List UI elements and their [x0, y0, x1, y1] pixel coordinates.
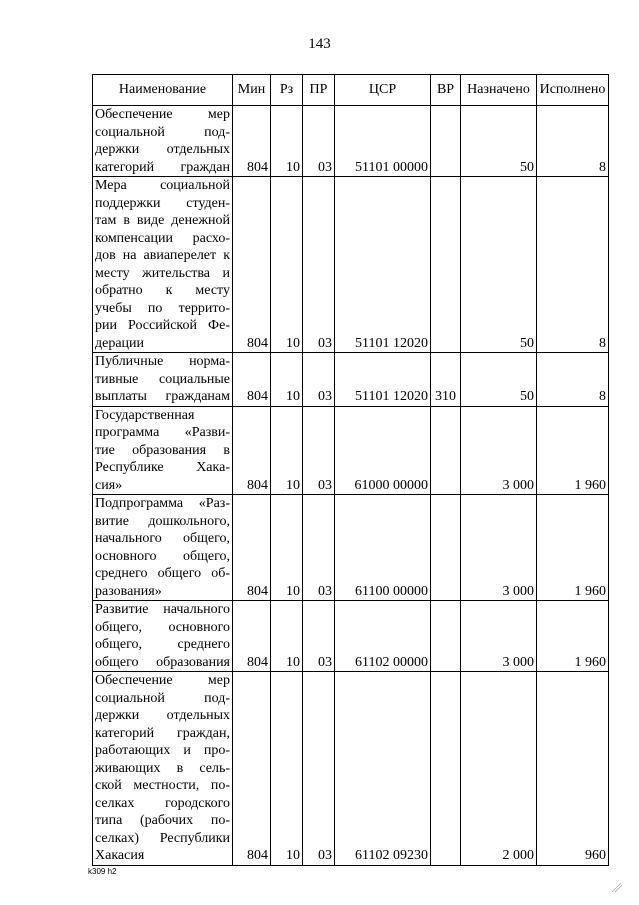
row-name-line: селках городского: [95, 795, 230, 811]
row-pr: 03: [303, 177, 335, 353]
row-csr: 61100 00000: [335, 495, 431, 601]
row-vr: [431, 672, 461, 866]
row-executed: 1 960: [537, 495, 609, 601]
row-name-line: живающих в сель-: [95, 760, 230, 776]
row-min: 804: [233, 672, 271, 866]
table-row: [93, 406, 609, 495]
row-name-line: компенсации расхо-: [95, 230, 230, 246]
row-name-line: общего образования: [95, 654, 230, 670]
row-csr: 61102 09230: [335, 672, 431, 866]
row-name-line: категорий граждан: [95, 159, 230, 175]
table-header-row: [93, 75, 609, 106]
row-name-line: сия»: [95, 477, 123, 493]
row-vr: 310: [431, 353, 461, 407]
row-min: 804: [233, 353, 271, 407]
row-name-line: социальной под-: [95, 690, 230, 706]
row-name-line: Развитие начального: [95, 602, 230, 617]
row-name-line: Республике Хака-: [95, 460, 230, 475]
row-name-line: программа «Разви-: [95, 425, 230, 440]
row-name-line: тивные социальные: [95, 371, 230, 387]
row-pr: 03: [303, 672, 335, 866]
header-pr: ПР: [303, 75, 335, 106]
header-assigned: Назначено: [461, 75, 537, 106]
table-row: [93, 353, 609, 407]
row-name-line: тие образования в: [95, 442, 230, 458]
row-csr: 61102 00000: [335, 601, 431, 672]
table-row: [93, 495, 609, 601]
row-name-line: рии Российской Фе-: [95, 318, 230, 333]
row-pr: 03: [303, 106, 335, 177]
row-name: [93, 177, 233, 353]
row-rz: 10: [271, 106, 303, 177]
row-vr: [431, 177, 461, 353]
row-vr: [431, 106, 461, 177]
row-name: [93, 406, 233, 495]
row-name: [93, 601, 233, 672]
page-number: 143: [308, 36, 331, 52]
row-name-line: обратно к месту: [95, 283, 230, 298]
table-row: [93, 672, 609, 866]
table-body: [93, 106, 609, 866]
row-rz: 10: [271, 601, 303, 672]
row-assigned: 2 000: [461, 672, 537, 866]
row-csr: 51101 12020: [335, 353, 431, 407]
row-rz: 10: [271, 353, 303, 407]
row-name: [93, 353, 233, 407]
row-name-line: ской местности, по-: [95, 778, 230, 793]
row-name-line: начального общего,: [95, 531, 230, 546]
row-assigned: 3 000: [461, 495, 537, 601]
row-name-line: социальной под-: [95, 124, 230, 140]
header-executed: Исполнено: [537, 75, 609, 106]
row-executed: 1 960: [537, 601, 609, 672]
row-rz: 10: [271, 406, 303, 495]
row-name-line: держки отдельных: [95, 142, 230, 157]
header-vr: ВР: [431, 75, 461, 106]
row-rz: 10: [271, 672, 303, 866]
row-name-line: витие дошкольного,: [95, 513, 230, 529]
table-row: [93, 601, 609, 672]
row-name: [93, 672, 233, 866]
budget-table: [92, 74, 609, 866]
row-name-line: разования»: [95, 583, 162, 599]
row-name-line: Обеспечение мер: [95, 673, 230, 688]
row-name-line: Государственная: [95, 407, 195, 423]
scan-mark-icon: [610, 880, 624, 894]
row-name: [93, 106, 233, 177]
footer-code: k309 h2: [88, 867, 117, 876]
row-assigned: 3 000: [461, 601, 537, 672]
row-name-line: среднего общего об-: [95, 566, 230, 581]
row-name-line: поддержки студен-: [95, 195, 230, 211]
row-name-line: держки отдельных: [95, 708, 230, 723]
row-name-line: дов на авиаперелет к: [95, 248, 230, 263]
row-name-line: Публичные норма-: [95, 354, 230, 369]
row-assigned: 3 000: [461, 406, 537, 495]
row-min: 804: [233, 177, 271, 353]
row-name-line: основного общего,: [95, 548, 230, 564]
row-name-line: там в виде денежной: [95, 213, 230, 228]
row-csr: 61000 00000: [335, 406, 431, 495]
row-name-line: Мера социальной: [95, 178, 230, 193]
row-csr: 51101 00000: [335, 106, 431, 177]
row-assigned: 50: [461, 353, 537, 407]
row-min: 804: [233, 495, 271, 601]
table-row: [93, 177, 609, 353]
row-name-line: дерации: [95, 335, 145, 351]
row-name-line: учебы по террито-: [95, 300, 230, 316]
row-name-line: Хакасия: [95, 848, 145, 863]
row-pr: 03: [303, 406, 335, 495]
row-executed: 8: [537, 353, 609, 407]
row-name-line: работающих и про-: [95, 743, 230, 758]
row-executed: 1 960: [537, 406, 609, 495]
row-csr: 51101 12020: [335, 177, 431, 353]
row-name-line: селках) Республики: [95, 830, 230, 846]
header-min: Мин: [233, 75, 271, 106]
table-row: [93, 106, 609, 177]
row-assigned: 50: [461, 177, 537, 353]
row-vr: [431, 495, 461, 601]
row-rz: 10: [271, 177, 303, 353]
header-rz: Рз: [271, 75, 303, 106]
header-csr: ЦСР: [335, 75, 431, 106]
row-min: 804: [233, 601, 271, 672]
row-pr: 03: [303, 601, 335, 672]
row-executed: 8: [537, 106, 609, 177]
row-name-line: категорий граждан,: [95, 725, 230, 741]
row-vr: [431, 601, 461, 672]
row-name-line: общего, основного: [95, 619, 230, 635]
row-name-line: месту жительства и: [95, 265, 230, 281]
row-executed: 960: [537, 672, 609, 866]
row-min: 804: [233, 106, 271, 177]
row-vr: [431, 406, 461, 495]
row-pr: 03: [303, 353, 335, 407]
row-name-line: Обеспечение мер: [95, 107, 230, 122]
row-pr: 03: [303, 495, 335, 601]
row-executed: 8: [537, 177, 609, 353]
row-name-line: выплаты гражданам: [95, 389, 230, 404]
row-name-line: общего, среднего: [95, 637, 230, 652]
row-min: 804: [233, 406, 271, 495]
row-name-line: Подпрограмма «Раз-: [95, 496, 230, 511]
header-name: Наименование: [93, 75, 233, 106]
row-assigned: 50: [461, 106, 537, 177]
row-rz: 10: [271, 495, 303, 601]
row-name-line: типа (рабочих по-: [95, 813, 230, 828]
row-name: [93, 495, 233, 601]
